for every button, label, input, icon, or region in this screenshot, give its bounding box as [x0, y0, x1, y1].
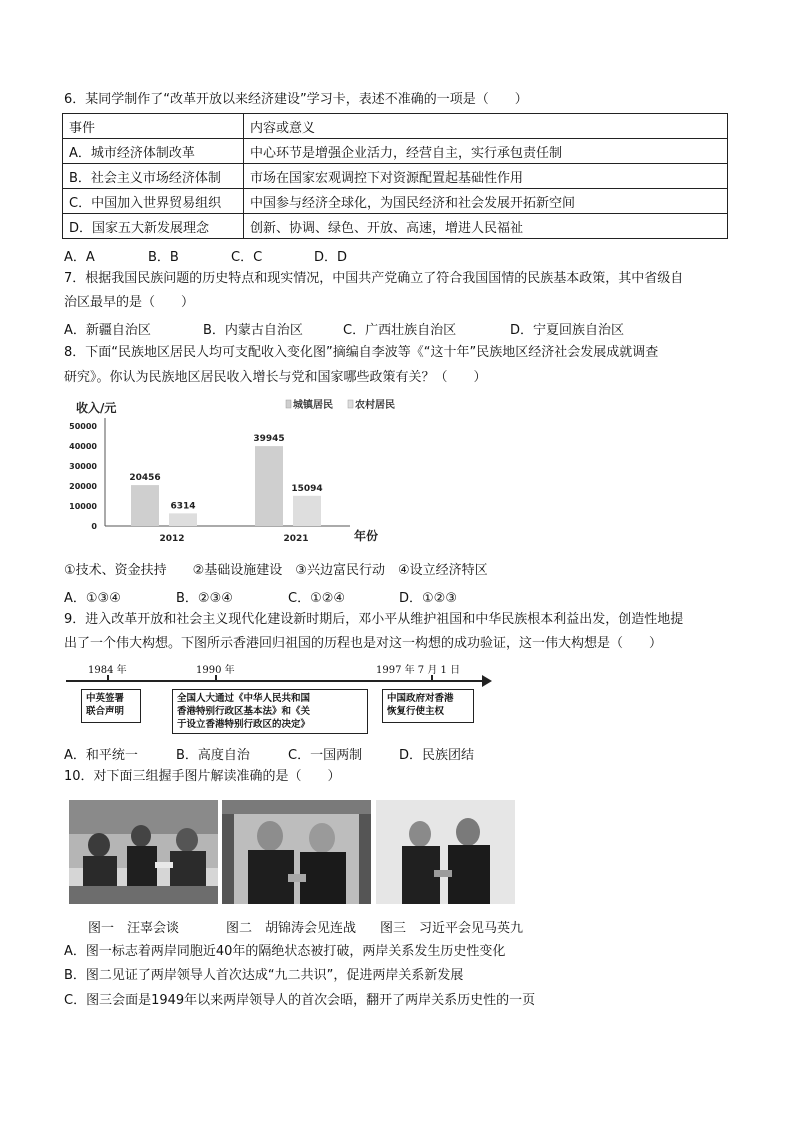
timeline-arrow-icon — [482, 675, 492, 687]
q7-stem-line1: 7．根据我国民族问题的历史特点和现实情况，中国共产党确立了符合我国国情的民族基本政策，其中省级自 — [64, 271, 684, 286]
x-tick-label: 2021 — [283, 534, 309, 544]
legend-label: 农村居民 — [355, 400, 395, 411]
legend-swatch — [348, 400, 353, 408]
q10-option-c[interactable]: C．图三会面是1949年以来两岸领导人的首次会晤，翻开了两岸关系历史性的一页 — [64, 993, 536, 1008]
timeline-tick — [431, 675, 433, 682]
q9-option-c[interactable]: C．一国两制 — [288, 748, 363, 763]
photo-xi-meets-ma — [376, 800, 515, 904]
y-axis-label: 收入/元 — [76, 401, 117, 415]
q6-stem: 6．某同学制作了“改革开放以来经济建设”学习卡，表述不准确的一项是（ ） — [64, 92, 528, 107]
table-header-cell: 事件 — [63, 114, 244, 139]
q10-option-a[interactable]: A．图一标志着两岸同胞近40年的隔绝状态被打破，两岸关系发生历史性变化 — [64, 944, 506, 959]
bar-2012-0 — [131, 485, 159, 526]
table-header-cell: 内容或意义 — [244, 114, 728, 139]
q8-option-a[interactable]: A．①③④ — [64, 591, 121, 606]
hong-kong-timeline — [64, 659, 494, 735]
q6-option-a[interactable]: A．A — [64, 250, 95, 265]
data-label: 39945 — [253, 434, 285, 445]
data-label: 15094 — [291, 483, 323, 494]
q7-option-d[interactable]: D．宁夏回族自治区 — [510, 323, 625, 338]
table-cell: C．中国加入世界贸易组织 — [63, 189, 244, 214]
q10-option-b[interactable]: B．图二见证了两岸领导人首次达成“九二共识”，促进两岸关系新发展 — [64, 968, 464, 983]
caption-photo-2: 图二 胡锦涛会见连战 — [226, 921, 357, 936]
data-label: 6314 — [170, 501, 196, 512]
q8-option-b[interactable]: B．②③④ — [176, 591, 233, 606]
q9-option-b[interactable]: B．高度自治 — [176, 748, 250, 763]
q9-stem-line2: 出了一个伟大构想。下图所示香港回归祖国的历程也是对这一构想的成功验证，这一伟大构想是（ ） — [64, 636, 663, 651]
timeline-event-1984: 中英签署 联合声明 — [81, 689, 141, 723]
timeline-year: 1990 年 — [196, 665, 235, 676]
table-row — [63, 139, 728, 164]
y-tick-label: 0 — [91, 522, 97, 531]
caption-photo-3: 图三 习近平会见马英九 — [380, 921, 524, 936]
legend-swatch — [286, 400, 291, 408]
y-tick-label: 20000 — [69, 482, 97, 491]
table-cell: D．国家五大新发展理念 — [63, 214, 244, 239]
timeline-event-1990: 全国人大通过《中华人民共和国 香港特别行政区基本法》和《关 于设立香港特别行政区的决定》 — [172, 689, 368, 734]
timeline-tick — [107, 675, 109, 682]
x-tick-label: 2012 — [159, 534, 185, 544]
table-row — [63, 214, 728, 239]
q6-option-d[interactable]: D．D — [314, 250, 348, 265]
q6-option-b[interactable]: B．B — [148, 250, 179, 265]
q7-option-a[interactable]: A．新疆自治区 — [64, 323, 151, 338]
timeline-event-1997: 中国政府对香港 恢复行使主权 — [382, 689, 474, 723]
q7-option-c[interactable]: C．广西壮族自治区 — [343, 323, 457, 338]
timeline-year: 1997 年 7 月 1 日 — [376, 665, 461, 676]
table-cell: 中心环节是增强企业活力，经营自主，实行承包责任制 — [244, 139, 728, 164]
q6-table — [62, 113, 728, 239]
q8-stem-line1: 8．下面“民族地区居民人均可支配收入变化图”摘编自李波等《“这十年”民族地区经济社会发展成就调查 — [64, 345, 659, 360]
caption-photo-1: 图一 汪辜会谈 — [88, 921, 180, 936]
data-label: 20456 — [129, 473, 161, 484]
q10-stem: 10．对下面三组握手图片解读准确的是（ ） — [64, 769, 341, 784]
q8-option-c[interactable]: C．①②④ — [288, 591, 346, 606]
q8-stem-line2: 研究》。你认为民族地区居民收入增长与党和国家哪些政策有关？（ ） — [64, 370, 487, 385]
photo-wang-gu-talks — [69, 800, 218, 904]
table-cell: A．城市经济体制改革 — [63, 139, 244, 164]
table-cell: B．社会主义市场经济体制 — [63, 164, 244, 189]
q8-option-d[interactable]: D．①②③ — [399, 591, 457, 606]
q9-option-a[interactable]: A．和平统一 — [64, 748, 138, 763]
q7-option-b[interactable]: B．内蒙古自治区 — [203, 323, 303, 338]
bar-2021-0 — [255, 446, 283, 526]
timeline-axis — [66, 680, 484, 682]
table-cell: 市场在国家宏观调控下对资源配置起基础性作用 — [244, 164, 728, 189]
table-row — [63, 189, 728, 214]
q8-policy-items: ①技术、资金扶持 ②基础设施建设 ③兴边富民行动 ④设立经济特区 — [64, 563, 488, 578]
y-tick-label: 10000 — [69, 502, 97, 511]
q9-option-d[interactable]: D．民族团结 — [399, 748, 475, 763]
q7-stem-line2: 治区最早的是（ ） — [64, 295, 195, 310]
table-header-row — [63, 114, 728, 139]
table-row — [63, 164, 728, 189]
bar-2021-1 — [293, 496, 321, 526]
table-cell: 创新、协调、绿色、开放、高速，增进人民福祉 — [244, 214, 728, 239]
q9-stem-line1: 9．进入改革开放和社会主义现代化建设新时期后，邓小平从维护祖国和中华民族根本利益出发，创造性地提 — [64, 612, 684, 627]
timeline-year: 1984 年 — [88, 665, 127, 676]
table-cell: 中国参与经济全球化，为国民经济和社会发展开拓新空间 — [244, 189, 728, 214]
income-bar-chart — [60, 394, 400, 554]
y-tick-label: 40000 — [69, 442, 97, 451]
legend-label: 城镇居民 — [293, 400, 333, 411]
y-tick-label: 50000 — [69, 422, 97, 431]
bar-2012-1 — [169, 513, 197, 526]
y-tick-label: 30000 — [69, 462, 97, 471]
q6-option-c[interactable]: C．C — [231, 250, 263, 265]
photo-hu-meets-lien — [222, 800, 371, 904]
x-axis-label: 年份 — [354, 529, 379, 543]
timeline-tick — [215, 675, 217, 682]
